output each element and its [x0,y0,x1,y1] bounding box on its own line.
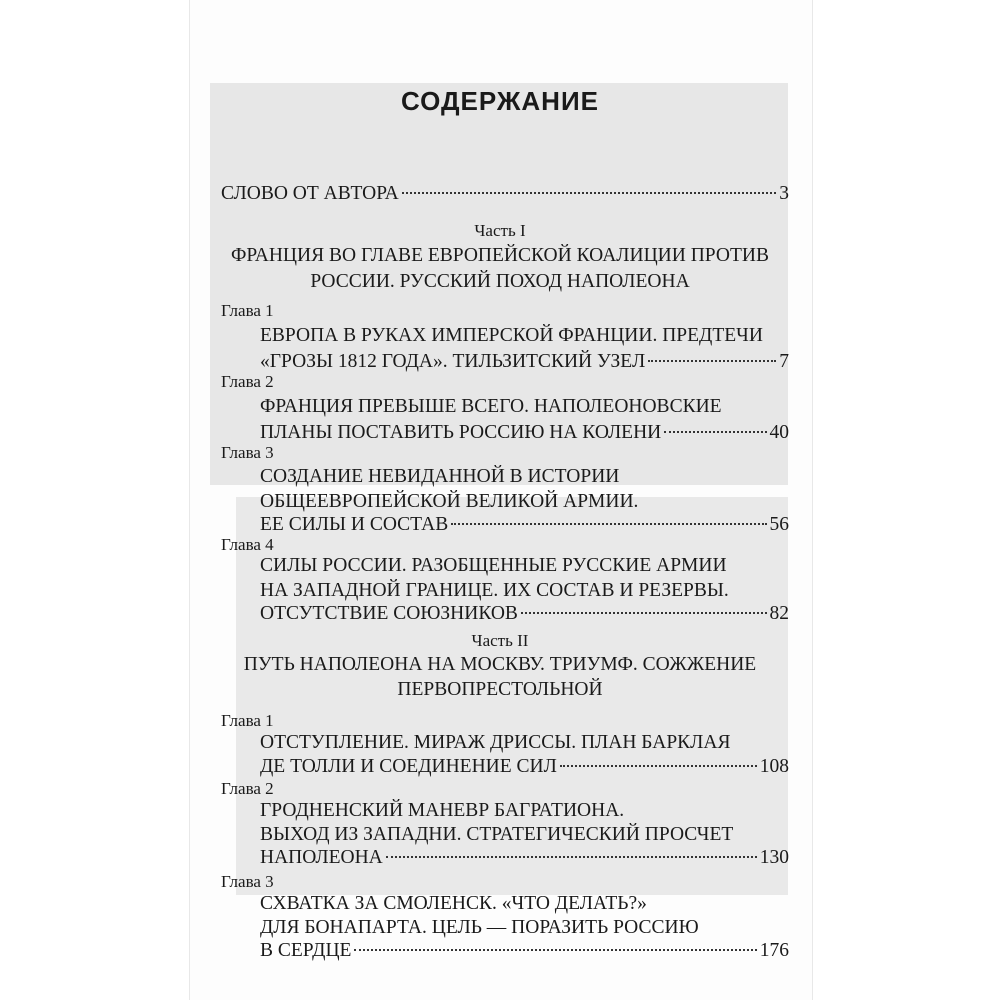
toc-entry-chapter[interactable] [260,938,789,964]
chapter-title-line: В СЕРДЦЕ [260,940,352,961]
chapter-title-line[interactable]: СИЛЫ РОССИИ. РАЗОБЩЕННЫЕ РУССКИЕ АРМИИ [260,555,727,576]
toc-page-number: 3 [779,183,789,204]
chapter-title-line[interactable]: СХВАТКА ЗА СМОЛЕНСК. «ЧТО ДЕЛАТЬ?» [260,893,647,914]
toc-entry-chapter[interactable] [260,512,789,538]
toc-entry-chapter[interactable] [260,420,789,446]
toc-entry-chapter[interactable] [260,601,789,627]
part-label: Часть II [471,631,529,650]
page-title: СОДЕРЖАНИЕ [401,86,599,116]
chapter-title-line[interactable]: НА ЗАПАДНОЙ ГРАНИЦЕ. ИХ СОСТАВ И РЕЗЕРВЫ. [260,580,729,601]
chapter-title-line: ОТСУТСТВИЕ СОЮЗНИКОВ [260,603,518,624]
part-heading: РОССИИ. РУССКИЙ ПОХОД НАПОЛЕОНА [310,271,690,292]
toc-page-number: 82 [769,603,789,624]
chapter-label: Глава 3 [221,872,274,891]
chapter-title-line[interactable]: ВЫХОД ИЗ ЗАПАДНИ. СТРАТЕГИЧЕСКИЙ ПРОСЧЕТ [260,824,734,845]
chapter-label: Глава 1 [221,301,274,320]
part-heading: ФРАНЦИЯ ВО ГЛАВЕ ЕВРОПЕЙСКОЙ КОАЛИЦИИ ПРОТИВ [231,245,769,266]
dot-leader [354,949,756,951]
toc-entry-chapter[interactable] [260,845,789,871]
dot-leader [386,856,757,858]
dot-leader [402,192,777,194]
dot-leader [664,431,766,433]
part-heading: ПУТЬ НАПОЛЕОНА НА МОСКВУ. ТРИУМФ. СОЖЖЕНИЕ [243,654,757,675]
chapter-title-line: «ГРОЗЫ 1812 ГОДА». ТИЛЬЗИТСКИЙ УЗЕЛ [260,351,646,372]
toc-page-number: 40 [769,422,789,443]
chapter-title-line[interactable]: ГРОДНЕНСКИЙ МАНЕВР БАГРАТИОНА. [260,800,625,821]
chapter-title-line: ЕЕ СИЛЫ И СОСТАВ [260,514,449,535]
toc-page-number: 7 [779,351,789,372]
chapter-title-line[interactable]: СОЗДАНИЕ НЕВИДАННОЙ В ИСТОРИИ [260,466,620,487]
dot-leader [521,612,767,614]
chapter-title-line[interactable]: ОТСТУПЛЕНИЕ. МИРАЖ ДРИССЫ. ПЛАН БАРКЛАЯ [260,732,731,753]
part-label: Часть I [474,221,526,240]
chapter-title-line: ПЛАНЫ ПОСТАВИТЬ РОССИЮ НА КОЛЕНИ [260,422,662,443]
chapter-label: Глава 4 [221,535,274,554]
chapter-label: Глава 2 [221,372,274,391]
chapter-title-line: НАПОЛЕОНА [260,847,383,868]
chapter-title-line[interactable]: ОБЩЕЕВРОПЕЙСКОЙ ВЕЛИКОЙ АРМИИ. [260,491,639,512]
toc-page-number: 130 [759,847,789,868]
dot-leader [560,765,757,767]
toc-entry-intro[interactable] [221,181,789,207]
part-heading: ПЕРВОПРЕСТОЛЬНОЙ [397,679,603,700]
toc-page-number: 176 [759,940,789,961]
toc-page-number: 56 [769,514,789,535]
chapter-title-line[interactable]: ФРАНЦИЯ ПРЕВЫШЕ ВСЕГО. НАПОЛЕОНОВСКИЕ [260,396,722,417]
chapter-label: Глава 3 [221,443,274,462]
chapter-title-line: ДЕ ТОЛЛИ И СОЕДИНЕНИЕ СИЛ [260,756,557,777]
chapter-label: Глава 2 [221,779,274,798]
dot-leader [451,523,766,525]
toc-entry-text: СЛОВО ОТ АВТОРА [221,183,399,204]
chapter-title-line[interactable]: ДЛЯ БОНАПАРТА. ЦЕЛЬ — ПОРАЗИТЬ РОССИЮ [260,917,699,938]
chapter-title-line[interactable]: ЕВРОПА В РУКАХ ИМПЕРСКОЙ ФРАНЦИИ. ПРЕДТЕЧИ [260,325,763,346]
dot-leader [648,360,776,362]
chapter-label: Глава 1 [221,711,274,730]
toc-page-number: 108 [759,756,789,777]
toc-entry-chapter[interactable] [260,754,789,780]
toc-entry-chapter[interactable] [260,349,789,375]
